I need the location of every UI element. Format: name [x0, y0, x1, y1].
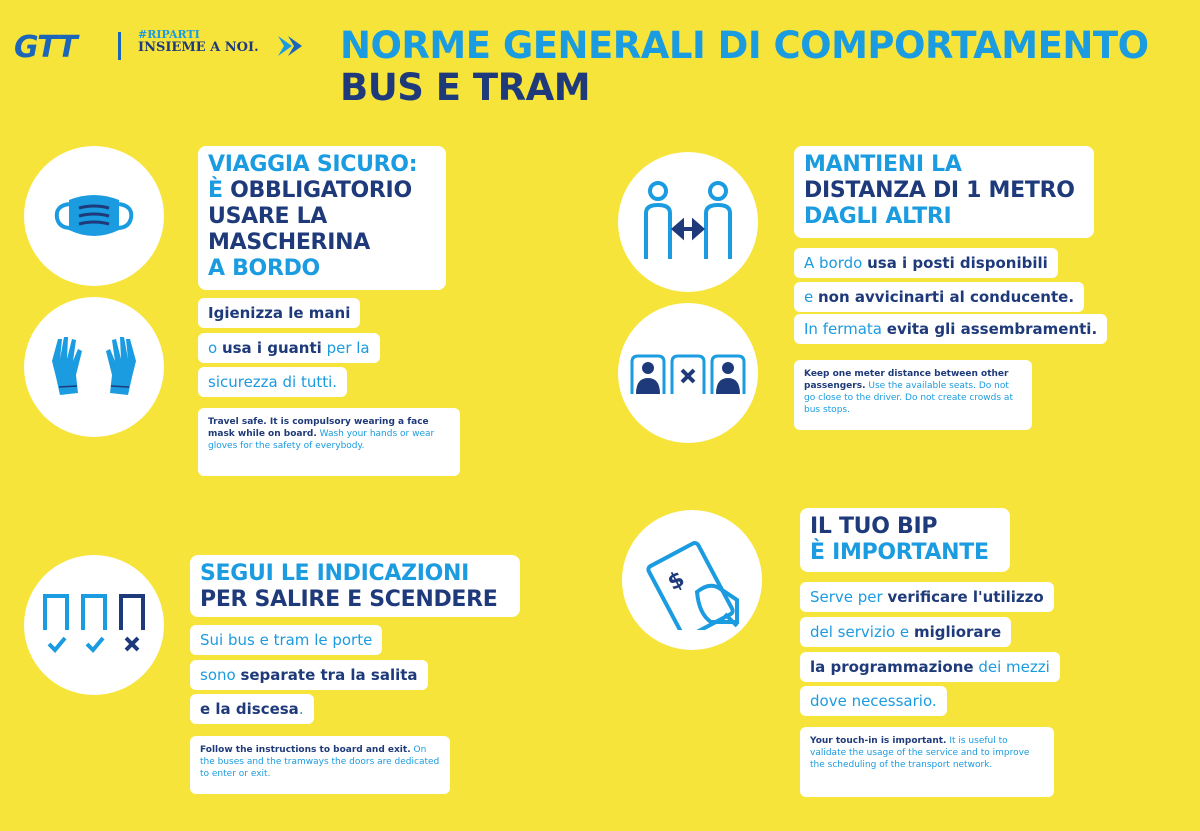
doors-line-1-text: Sui bus e tram le porte	[200, 631, 373, 649]
doors-line-2-b: separate tra la salita	[240, 666, 418, 684]
distance-icon	[638, 177, 738, 267]
distance-heading-box	[794, 146, 1094, 238]
distance-heading-line-3: DAGLI ALTRI	[804, 204, 952, 229]
mask-heading-line-3: USARE LA	[208, 204, 328, 229]
gloves-line-1: Igienizza le mani	[198, 298, 360, 328]
distance-circle	[618, 152, 758, 292]
seats-circle	[618, 303, 758, 443]
mask-english-bold: Travel safe. It is compulsory wearing a face mask while on board.	[208, 417, 429, 439]
gloves-icon	[44, 331, 144, 403]
bip-line-1-b: verificare l'utilizzo	[887, 588, 1044, 606]
bip-line-3-b: dei mezzi	[973, 658, 1050, 676]
doors-heading-box	[190, 555, 520, 617]
doors-circle	[24, 555, 164, 695]
distance-line-1-b: usa i posti disponibili	[867, 254, 1048, 272]
distance-line-1	[794, 248, 1058, 278]
mask-heading	[208, 152, 436, 282]
distance-line-1-a: A bordo	[804, 254, 868, 272]
distance-line-2-b: non avvicinarti al conducente.	[818, 288, 1075, 306]
bip-heading-line-2: È IMPORTANTE	[810, 540, 989, 565]
distance-line-2	[794, 282, 1084, 312]
doors-english-note	[190, 736, 450, 794]
mask-heading-line-5: A BORDO	[208, 256, 320, 281]
bip-heading-box	[800, 508, 1010, 572]
distance-heading-line-2: DISTANZA DI 1 METRO	[804, 178, 1075, 203]
gloves-line-3	[198, 367, 347, 397]
distance-line-2-a: e	[804, 288, 818, 306]
bip-english-rest: It is useful to validate the usage of the service and to improve the scheduling of the transport network.	[810, 736, 1030, 770]
mask-circle	[24, 146, 164, 286]
bip-line-2-b: migliorare	[913, 623, 1002, 641]
distance-heading-line-1: MANTIENI LA	[804, 152, 962, 177]
slogan-line-2: INSIEME A NOI.	[138, 40, 259, 55]
gloves-line-2-b: usa i guanti	[221, 339, 322, 357]
doors-line-3-b: .	[298, 700, 304, 718]
bip-line-1-a: Serve per	[810, 588, 888, 606]
logo-divider	[118, 32, 121, 60]
distance-line-3-a: In fermata	[804, 320, 887, 338]
doors-english-rest: On the buses and the tramways the doors are dedicated to enter or exit.	[200, 745, 440, 779]
slogan-line-1: #RIPARTI	[138, 28, 200, 41]
bip-english-note	[800, 727, 1054, 797]
distance-english-rest: Use the available seats. Do not go close to the driver. Do not create crowds at bus stops.	[804, 381, 1013, 415]
page-title: NORME GENERALI DI COMPORTAMENTO	[340, 24, 1149, 67]
doors-line-3-a: e la discesa	[200, 700, 299, 718]
mask-heading-accent: È	[208, 178, 223, 203]
mask-heading-line-2	[208, 178, 436, 204]
bip-english-bold: Your touch-in is important.	[810, 736, 947, 746]
page-subtitle: BUS E TRAM	[340, 66, 591, 109]
doors-line-2-a: sono	[200, 666, 241, 684]
doors-heading-line-1: SEGUI LE INDICAZIONI	[200, 561, 470, 586]
distance-line-3	[794, 314, 1107, 344]
doors-heading	[200, 561, 510, 613]
mask-english-note	[198, 408, 460, 476]
distance-english-bold: Keep one meter distance between other passengers.	[804, 369, 1009, 391]
face-mask-icon	[49, 186, 139, 246]
card-touch-icon	[637, 530, 747, 630]
gloves-line-2	[198, 333, 380, 363]
seats-icon	[628, 348, 748, 398]
chevron-arrow-icon	[276, 34, 306, 58]
mask-heading-line-4: MASCHERINA	[208, 230, 370, 255]
bip-line-1	[800, 582, 1054, 612]
mask-english-rest: Wash your hands or wear gloves for the safety of everybody.	[208, 429, 435, 451]
doors-line-2	[190, 660, 428, 690]
gloves-circle	[24, 297, 164, 437]
bip-line-2-a: del servizio e	[810, 623, 914, 641]
svg-text:$: $	[663, 566, 689, 596]
distance-heading	[804, 152, 1084, 230]
bip-heading-line-1: IL TUO BIP	[810, 514, 938, 539]
bip-line-2	[800, 617, 1011, 647]
mask-heading-box	[198, 146, 446, 290]
doors-english-bold: Follow the instructions to board and exit.	[200, 745, 411, 755]
bip-line-4-text: dove necessario.	[810, 692, 937, 710]
mask-heading-text: OBBLIGATORIO	[222, 178, 412, 203]
distance-line-3-b: evita gli assembramenti.	[886, 320, 1098, 338]
bip-line-3-a: la programmazione	[810, 658, 974, 676]
gloves-line-2-c: per la	[321, 339, 370, 357]
gloves-line-3-text: sicurezza di tutti.	[208, 373, 338, 391]
bip-line-3	[800, 652, 1060, 682]
gloves-line-2-a: o	[208, 339, 222, 357]
distance-english-note	[794, 360, 1032, 430]
gtt-logo: GTT	[14, 30, 77, 65]
mask-heading-line-1: VIAGGIA SICURO:	[208, 152, 418, 177]
bip-line-4	[800, 686, 947, 716]
doors-line-1	[190, 625, 382, 655]
doors-line-3	[190, 694, 314, 724]
bip-circle	[622, 510, 762, 650]
slogan	[138, 28, 259, 54]
bip-heading	[810, 514, 1000, 566]
doors-icon	[39, 590, 149, 660]
doors-heading-line-2: PER SALIRE E SCENDERE	[200, 587, 498, 612]
